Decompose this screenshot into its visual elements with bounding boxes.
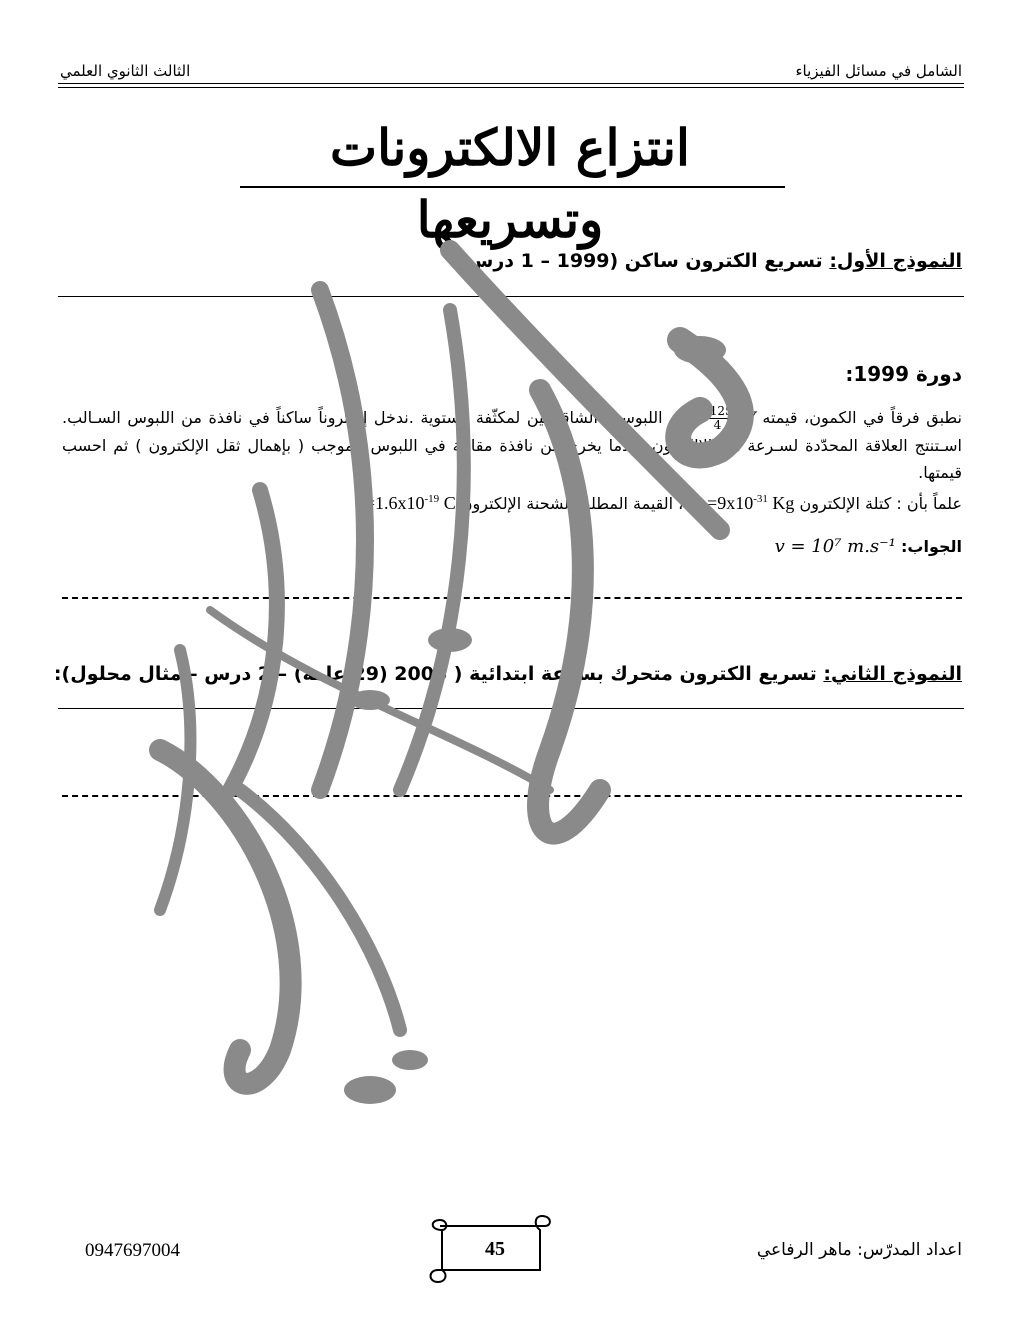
model-2-heading: [54, 663, 962, 685]
charge-intro: ، القيمة المطلقة لشحنة الإلكترون: [460, 494, 684, 513]
fraction-numerator: 1125: [702, 404, 733, 418]
answer-value: v = 10⁷ m.s⁻¹: [774, 536, 896, 557]
model-1-text: تسريع الكترون ساكن (1999 – 1 درس):: [450, 250, 823, 272]
charge-unit: C: [443, 493, 456, 513]
page-title: انتزاع الالكترونات وتسريعها: [330, 118, 690, 249]
page-number: 45: [485, 1238, 505, 1260]
header-divider-secondary: [58, 87, 964, 88]
footer-phone: 0947697004: [85, 1240, 180, 1261]
mass-exponent: -31: [753, 493, 768, 505]
problem-statement: [62, 404, 962, 517]
voltage-fraction: [700, 405, 735, 432]
model-1-label: النموذج الأول:: [829, 250, 962, 272]
mass-unit: Kg: [772, 493, 795, 513]
session-heading: دورة 1999:: [845, 362, 962, 386]
section-divider: [58, 296, 964, 297]
dashed-separator: [62, 597, 962, 599]
mass-value: mₑ=9x10: [688, 493, 754, 513]
header-divider: [58, 83, 964, 84]
model-2-label: النموذج الثاني:: [823, 663, 962, 685]
section-divider: [58, 708, 964, 709]
problem-text-part2: بين اللبوسين الشاقوليين لمكثّفة مستوية .ندخل إلكتروناً ساكناً في نافذة من اللبوس السـالب. اسـتنتج العلاقة المحدّدة لسـرعة هذا الإلكترون عندما يخرج من نافذة مقابلة في اللبوس الموجب ( بإهمال ثقل الإلكترون ) ثم احسب قيمتها.: [62, 408, 962, 482]
electron-mass: [688, 493, 794, 513]
problem-text-part1: نطبق فرقاً في الكمون، قيمته: [762, 408, 962, 427]
answer-line: [775, 536, 962, 557]
header-book-title: الشامل في مسائل الفيزياء: [795, 62, 962, 80]
fraction-denominator: 4: [713, 418, 722, 432]
dashed-separator: [62, 795, 962, 797]
given-intro: علماً بأن : كتلة الإلكترون: [799, 494, 962, 513]
electron-charge: [357, 493, 456, 513]
charge-exponent: -19: [424, 493, 440, 505]
footer-author: اعداد المدرّس: ماهر الرفاعي: [756, 1240, 962, 1260]
answer-label: الجواب:: [900, 537, 962, 556]
voltage-unit: V: [744, 408, 756, 427]
charge-value: e=1.6x10: [356, 493, 425, 513]
model-2-text: تسريع الكترون متحرك بسرعة ابتدائية ( 2006 (29 عامة) – 2 درس – مثال محلول):: [53, 663, 817, 685]
model-1-heading: [451, 250, 962, 272]
title-underline: [240, 186, 785, 188]
header-grade: الثالث الثانوي العلمي: [60, 62, 191, 80]
